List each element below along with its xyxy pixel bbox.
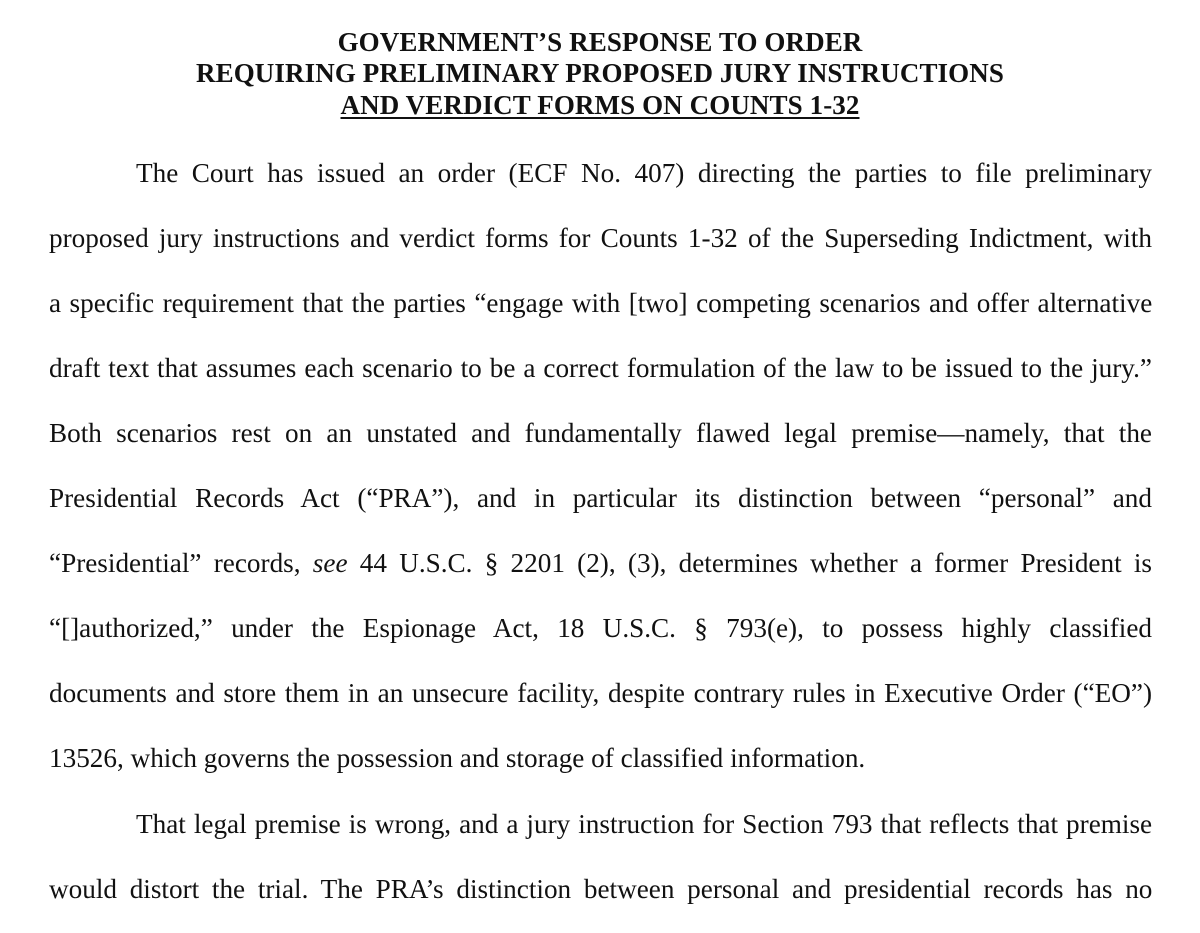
paragraph-1-line-5: Both scenarios rest on an unstated and fundamentally flawed legal premise—namely, that the	[49, 418, 1152, 448]
paragraph-1-line-10: 13526, which governs the possession and storage of classified information.	[49, 743, 866, 773]
paragraph-1-line-3: a specific requirement that the parties “engage with [two] competing scenarios and offer alternative	[49, 288, 1153, 318]
paragraph-1-line-6: Presidential Records Act (“PRA”), and in particular its distinction between “personal” and	[49, 483, 1152, 513]
paragraph-2-line-1: That legal premise is wrong, and a jury instruction for Section 793 that reflects that premise	[136, 809, 1153, 839]
document-title-line-3	[0, 90, 1200, 121]
document-title-line-1: GOVERNMENT’S RESPONSE TO ORDER	[337, 27, 863, 57]
paragraph-1-line-2: proposed jury instructions and verdict forms for Counts 1-32 of the Superseding Indictment, with	[49, 223, 1152, 253]
paragraph-1-line-8: “[]authorized,” under the Espionage Act, 18 U.S.C. § 793(e), to possess highly classified	[49, 613, 1152, 643]
paragraph-1-line-7	[49, 546, 1152, 580]
citation-signal-see: see	[312, 548, 348, 578]
paragraph-1-line-4: draft text that assumes each scenario to be a correct formulation of the law to be issued to the jury.”	[49, 353, 1152, 383]
paragraph-1-line-7-part-a: “Presidential” records,	[49, 548, 301, 578]
paragraph-2-line-2: would distort the trial. The PRA’s distinction between personal and presidential records has no	[49, 874, 1153, 904]
document-title-line-3-text: AND VERDICT FORMS ON COUNTS 1-32	[340, 90, 860, 120]
paragraph-1-line-1: The Court has issued an order (ECF No. 407) directing the parties to file preliminary	[136, 158, 1152, 188]
document-title-line-2: REQUIRING PRELIMINARY PROPOSED JURY INSTRUCTIONS	[196, 58, 1004, 88]
paragraph-1-line-7-part-b: 44 U.S.C. § 2201 (2), (3), determines whether a former President is	[359, 548, 1153, 578]
paragraph-1-line-9: documents and store them in an unsecure facility, despite contrary rules in Executive Order (“EO”)	[49, 678, 1153, 708]
